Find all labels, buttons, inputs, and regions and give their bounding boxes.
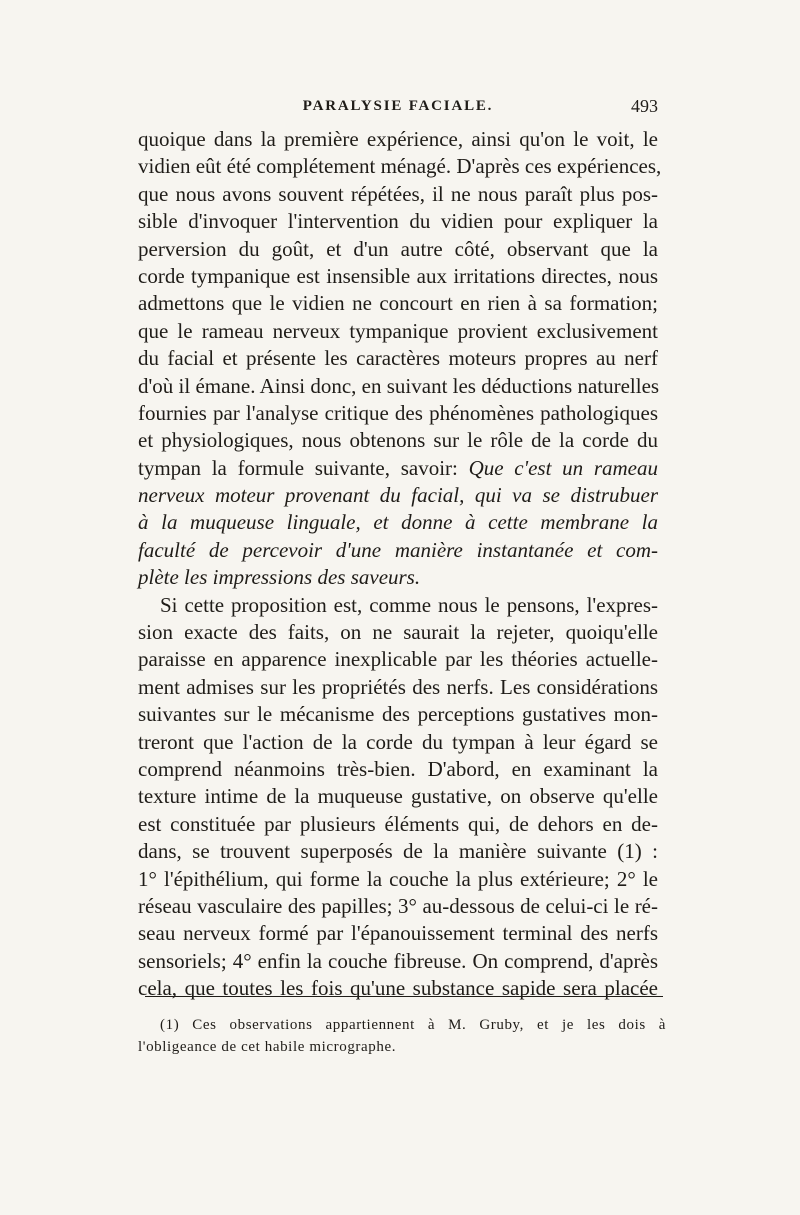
text-line: treront que l'action de la corde du tympan à leur égard se xyxy=(138,729,658,754)
text-line: seau nerveux formé par l'épanouissement terminal des nerfs xyxy=(138,921,658,946)
text-line: sible d'invoquer l'intervention du vidien pour expliquer la xyxy=(138,209,658,234)
footnote-divider xyxy=(145,996,663,997)
italic-proposition: Que c'est un rameau xyxy=(468,455,658,480)
text-line: ment admises sur les propriétés des nerfs. Les considérations xyxy=(138,674,658,699)
text-line: vidien eût été complétement ménagé. D'après ces expériences, xyxy=(138,154,662,179)
body-text xyxy=(138,126,662,1003)
footnote-line: (1) Ces observations appartiennent à M. Gruby, et je les dois à xyxy=(160,1017,666,1033)
text-line: corde tympanique est insensible aux irritations directes, nous xyxy=(138,263,658,288)
text-line: perversion du goût, et d'un autre côté, observant que la xyxy=(138,236,658,261)
text-line: comprend néanmoins très-bien. D'abord, en examinant la xyxy=(138,756,658,781)
text-line-roman: tympan la formule suivante, savoir: xyxy=(138,455,458,480)
text-line: que nous avons souvent répétées, il ne nous paraît plus pos- xyxy=(138,181,658,206)
text-line: est constituée par plusieurs éléments qui, de dehors en de- xyxy=(138,811,658,836)
running-title: PARALYSIE FACIALE. xyxy=(302,98,494,114)
text-line: cela, que toutes les fois qu'une substance sapide sera placée xyxy=(138,976,658,1001)
italic-proposition-line: plète les impressions des saveurs. xyxy=(138,565,421,590)
text-line: du facial et présente les caractères moteurs propres au nerf xyxy=(138,346,658,371)
text-line: 1° l'épithélium, qui forme la couche la plus extérieure; 2° le xyxy=(138,866,658,891)
text-line: quoique dans la première expérience, ainsi qu'on le voit, le xyxy=(138,127,658,151)
italic-proposition-line: à la muqueuse linguale, et donne à cette membrane la xyxy=(138,510,658,535)
italic-proposition-line: nerveux moteur provenant du facial, qui va se distrubuer xyxy=(138,483,658,508)
page-number: 493 xyxy=(631,96,658,116)
footnote xyxy=(138,1014,666,1058)
text-line: et physiologiques, nous obtenons sur le rôle de la corde du xyxy=(138,428,658,453)
text-line: admettons que le vidien ne concourt en rien à sa formation; xyxy=(138,291,658,316)
text-line: sion exacte des faits, on ne saurait la rejeter, quoiqu'elle xyxy=(138,620,658,645)
text-line: suivantes sur le mécanisme des perceptions gustatives mon- xyxy=(138,702,658,727)
text-line: paraisse en apparence inexplicable par les théories actuelle- xyxy=(138,647,658,672)
italic-proposition-line: faculté de percevoir d'une manière instantanée et com- xyxy=(138,537,658,562)
footnote-line: l'obligeance de cet habile micrographe. xyxy=(138,1039,397,1055)
text-line: dans, se trouvent superposés de la manière suivante (1) : xyxy=(138,839,658,864)
page-header xyxy=(138,98,658,122)
text-line: réseau vasculaire des papilles; 3° au-dessous de celui-ci le ré- xyxy=(138,893,658,918)
text-line: Si cette proposition est, comme nous le pensons, l'expres- xyxy=(160,592,658,617)
text-line: sensoriels; 4° enfin la couche fibreuse. On comprend, d'après xyxy=(138,948,658,973)
text-line: que le rameau nerveux tympanique provient exclusivement xyxy=(138,318,658,343)
text-line: texture intime de la muqueuse gustative, on observe qu'elle xyxy=(138,784,658,809)
text-line: fournies par l'analyse critique des phénomènes pathologiques xyxy=(138,400,658,425)
text-line xyxy=(138,455,658,482)
text-line: d'où il émane. Ainsi donc, en suivant les déductions naturelles xyxy=(138,373,660,398)
